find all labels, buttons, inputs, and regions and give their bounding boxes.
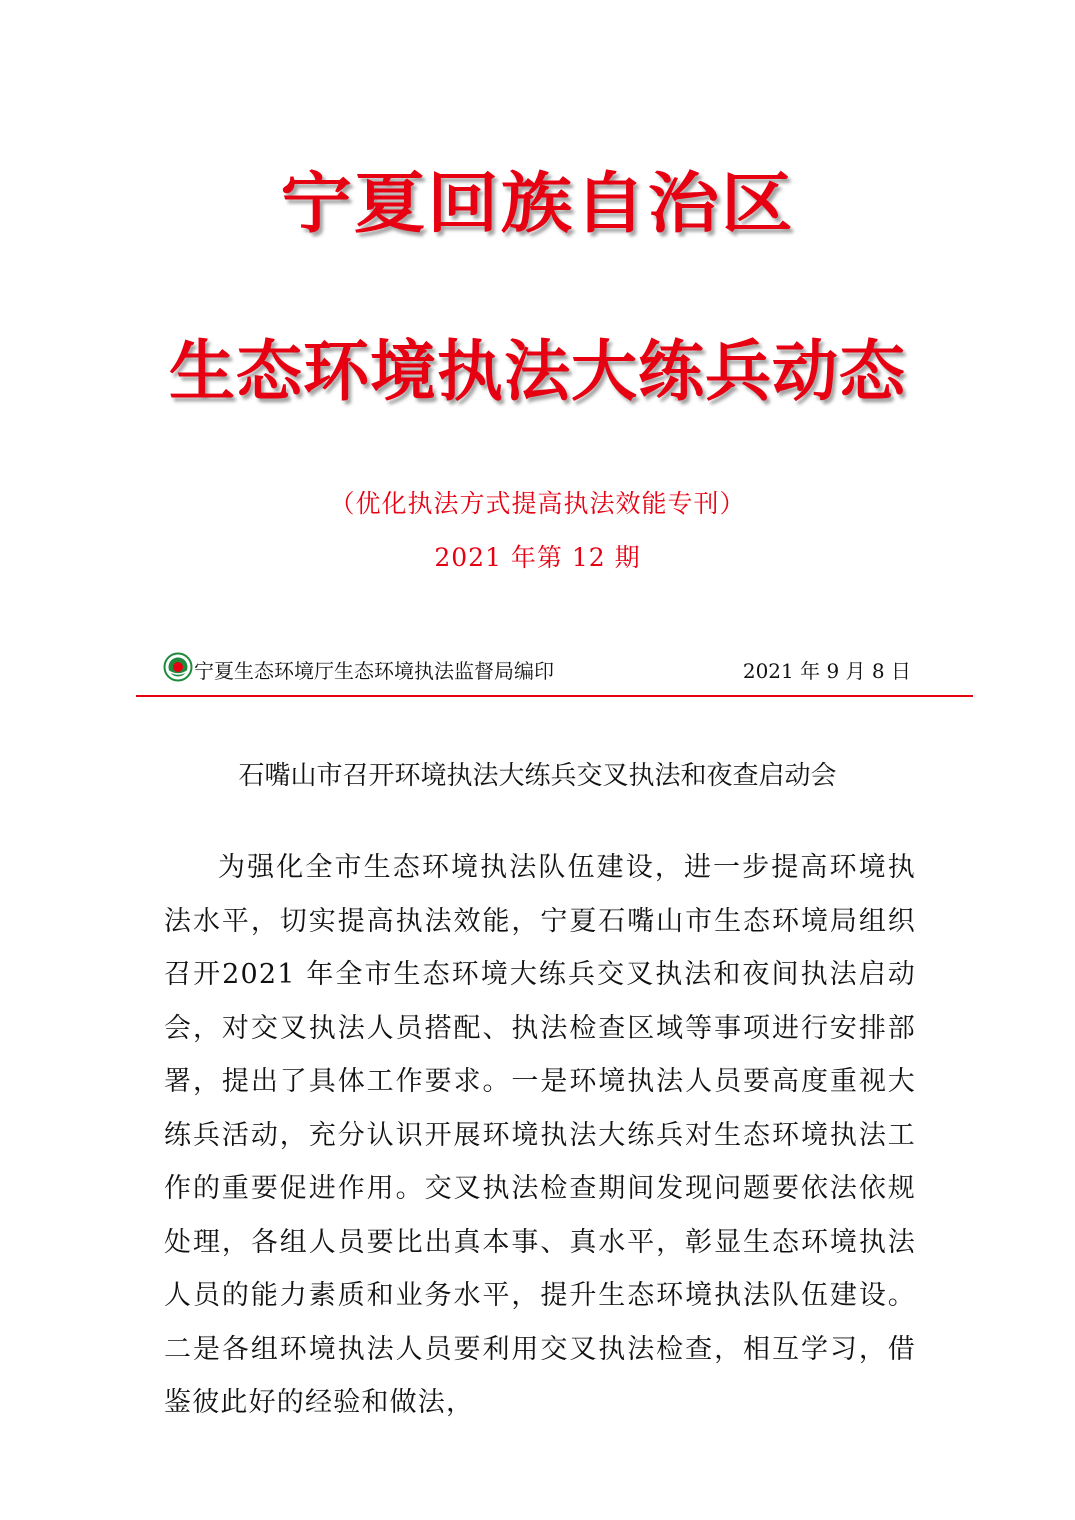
masthead-line-2: 生态环境执法大练兵动态	[169, 333, 906, 410]
publisher-name: 宁夏生态环境厅生态环境执法监督局编印	[194, 659, 554, 683]
special-issue-subtitle: （优化执法方式提高执法效能专刊）	[329, 489, 746, 518]
masthead-line-1: 宁夏回族自治区	[280, 165, 795, 242]
article-body: 为强化全市生态环境执法队伍建设，进一步提高环境执法水平，切实提高执法效能，宁夏石嘴山市生态环境局组织召开2021 年全市生态环境大练兵交叉执法和夜间执法启动会，对交叉执法人员搭配、执法检查区域等事项进行安排部署，提出了具体工作要求。一是环境执法人员要高度重视大练兵活动，充分认识开展环境执法大练兵对生态环境执法工作的重要促进作用。交叉执法检查期间发现问题要依法依规处理，各组人员要比出真本事、真水平，彰显生态环境执法人员的能力素质和业务水平，提升生态环境执法队伍建设。二是各组环境执法人员要利用交叉执法检查，相互学习，借鉴彼此好的经验和做法，	[164, 852, 916, 1418]
red-divider-line	[136, 695, 973, 697]
issue-number: 2021 年第 12 期	[434, 543, 641, 572]
publisher-row	[163, 652, 913, 686]
article-title: 石嘴山市召开环境执法大练兵交叉执法和夜查启动会	[238, 761, 837, 791]
environment-bureau-emblem-icon	[163, 652, 193, 682]
publication-date: 2021 年 9 月 8 日	[742, 659, 911, 683]
